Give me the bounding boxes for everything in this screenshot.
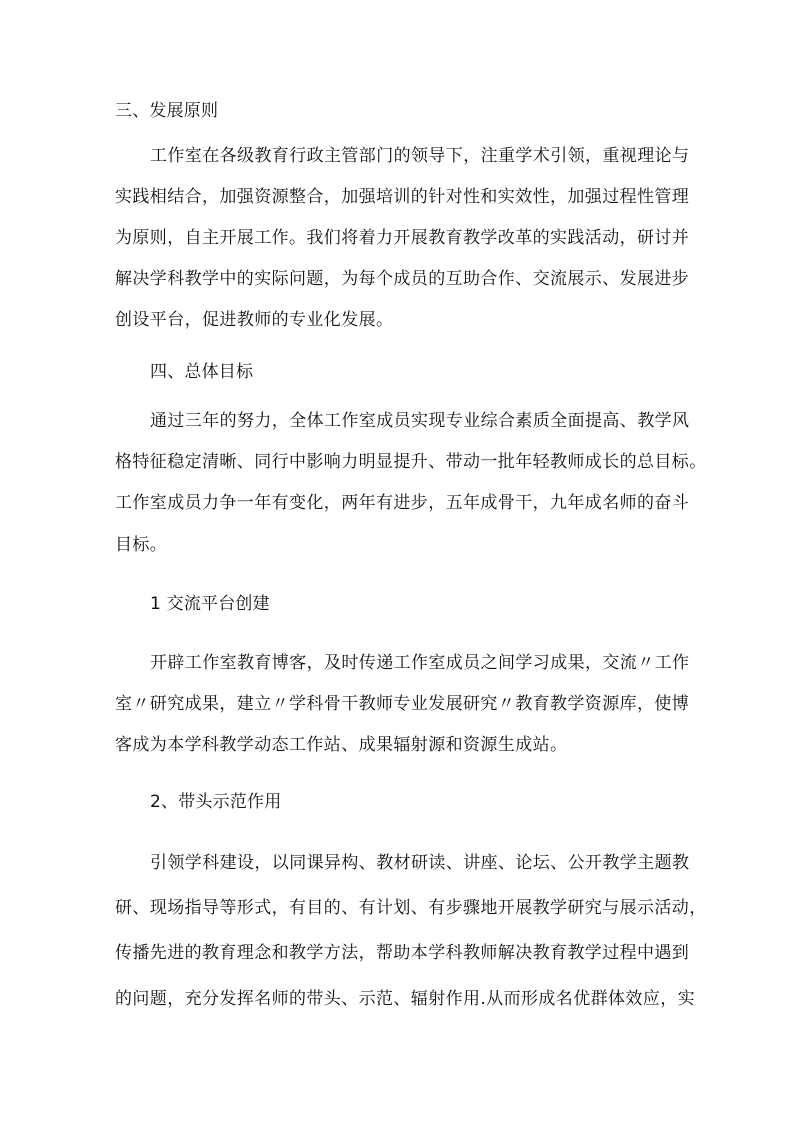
paragraph-line: 创设平台，促进教师的专业化发展。 [115,310,394,330]
section-heading: 1 交流平台创建 [150,594,270,614]
section-heading: 2、带头示范作用 [150,792,282,812]
paragraph-line: 开辟工作室教育博客，及时传递工作室成员之间学习成果，交流〃工作 [150,653,690,673]
paragraph-line: 工作室在各级教育行政主管部门的领导下，注重学术引领，重视理论与 [150,146,690,166]
paragraph-line: 为原则，自主开展工作。我们将着力开展教育教学改革的实践活动，研讨并 [115,228,690,248]
paragraph-line: 客成为本学科教学动态工作站、成果辐射源和资源生成站。 [115,735,568,755]
paragraph-line: 研、现场指导等形式，有目的、有计划、有步骤地开展教学研究与展示活动， [115,898,707,918]
paragraph-line: 引领学科建设，以同课异构、教材研读、讲座、论坛、公开教学主题教 [150,853,690,873]
paragraph-line: 工作室成员力争一年有变化，两年有进步，五年成骨干，九年成名师的奋斗 [115,493,690,513]
paragraph-line: 的问题，充分发挥名师的带头、示范、辐射作用.从而形成名优群体效应，实 [115,989,696,1009]
section-heading: 四、总体目标 [150,362,254,382]
paragraph-line: 通过三年的努力，全体工作室成员实现专业综合素质全面提高、教学风 [150,411,690,431]
paragraph-line: 传播先进的教育理念和教学方法，帮助本学科教师解决教育教学过程中遇到 [115,943,690,963]
paragraph-line: 室〃研究成果，建立〃学科骨干教师专业发展研究〃教育教学资源库，使博 [115,694,690,714]
paragraph-line: 目标。 [115,535,168,555]
paragraph-line: 解决学科教学中的实际问题，为每个成员的互助合作、交流展示、发展进步 [115,269,690,289]
section-heading: 三、发展原则 [115,101,219,121]
paragraph-line: 格特征稳定清晰、同行中影响力明显提升、带动一批年轻教师成长的总目标。 [115,452,707,472]
paragraph-line: 实践相结合，加强资源整合，加强培训的针对性和实效性，加强过程性管理 [115,187,690,207]
